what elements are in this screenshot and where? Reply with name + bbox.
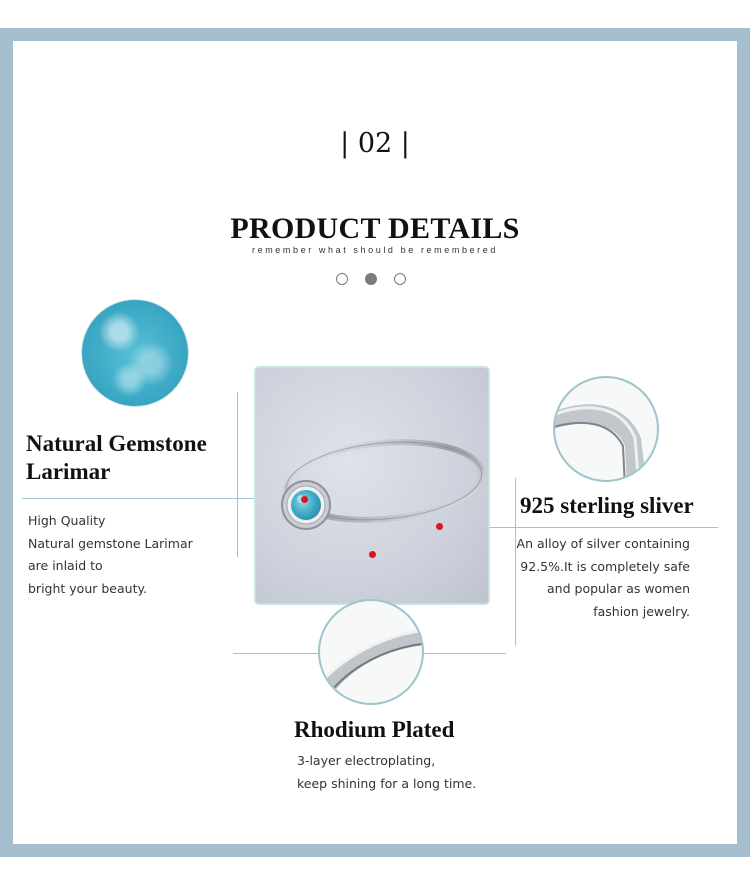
section-heading: PRODUCT DETAILS xyxy=(230,212,520,245)
feature-rhodium-title: Rhodium Plated xyxy=(294,717,455,742)
feature-rhodium-description xyxy=(297,750,557,795)
feature-silver-desc-line: 92.5%.It is completely safe xyxy=(520,558,690,574)
larimar-stone-swatch xyxy=(82,300,188,406)
ring-edge-zoom-graphic xyxy=(320,601,424,705)
feature-silver-desc-line: fashion jewelry. xyxy=(593,603,690,619)
feature-silver-desc-line: and popular as women xyxy=(547,581,690,596)
feature-gemstone-title-line1: Natural Gemstone xyxy=(26,431,207,456)
section-subheading: remember what should be remembered xyxy=(252,245,498,255)
pager-dot-1[interactable] xyxy=(336,273,348,285)
band-marker xyxy=(436,523,443,530)
feature-gemstone-description xyxy=(28,510,238,600)
gemstone-marker xyxy=(301,496,308,503)
section-step-label: | 02 | xyxy=(340,128,410,159)
feature-gemstone-title xyxy=(26,430,256,486)
pager-dot-3[interactable] xyxy=(394,273,406,285)
feature-rhodium-desc-line: 3-layer electroplating, xyxy=(297,753,436,768)
ring-band-zoom xyxy=(553,376,659,482)
ring-band-zoom-graphic xyxy=(555,378,659,482)
ring-photo-graphic xyxy=(256,368,490,605)
feature-silver-desc-line: An alloy of silver containing xyxy=(516,536,690,551)
pager-dots xyxy=(336,273,406,285)
feature-gemstone-desc-line: are inlaid to xyxy=(28,558,103,573)
plating-marker xyxy=(369,551,376,558)
feature-gemstone-desc-line: High Quality xyxy=(28,513,106,528)
feature-gemstone-desc-line: Natural gemstone Larimar xyxy=(28,535,193,551)
ring-edge-zoom xyxy=(318,599,424,705)
feature-rhodium-desc-line: keep shining for a long time. xyxy=(297,775,477,791)
ring-photo xyxy=(254,366,490,605)
pager-dot-2[interactable] xyxy=(365,273,377,285)
feature-silver-title: 925 sterling sliver xyxy=(520,493,694,518)
feature-silver-description xyxy=(498,533,690,623)
feature-gemstone-title-line2: Larimar xyxy=(26,459,111,484)
feature-gemstone-desc-line: bright your beauty. xyxy=(28,580,148,596)
